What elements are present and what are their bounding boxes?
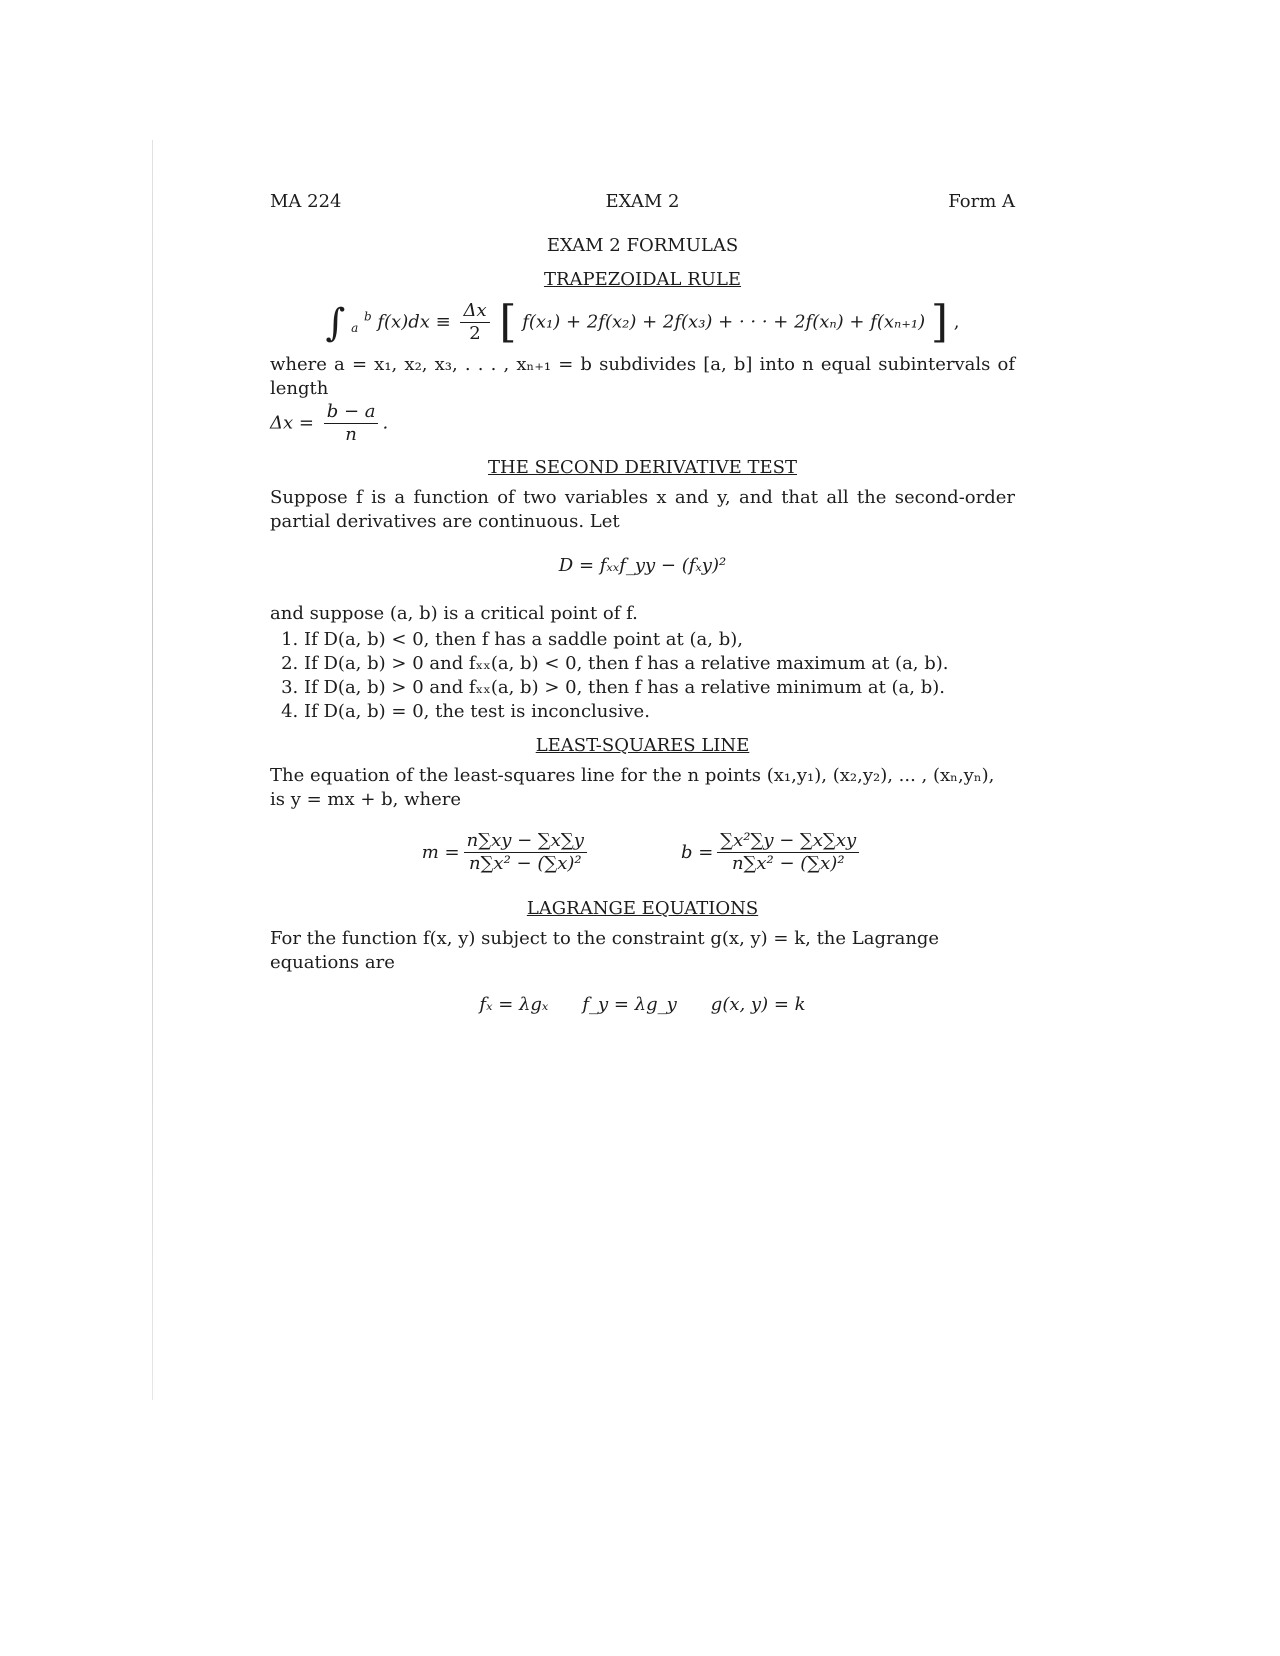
lagrange-heading: LAGRANGE EQUATIONS (526, 898, 759, 919)
intercept-lhs: b = (680, 841, 714, 863)
scan-edge-line (152, 140, 153, 1400)
formula-comma: , (953, 311, 960, 333)
delta-x-over-2 (460, 300, 489, 345)
intercept-denominator: n∑x² − (∑x)² (731, 853, 845, 874)
critical-point-text: and suppose (a, b) is a critical point of f. (270, 603, 638, 624)
form-label: Form A (948, 191, 1015, 212)
slope-fraction (464, 830, 587, 875)
left-bracket: [ (499, 296, 517, 348)
intercept-fraction (717, 830, 859, 875)
formula-sheet (270, 190, 1015, 1017)
slope-numerator: n∑xy − ∑x∑y (464, 830, 587, 853)
delta-x-fraction (324, 401, 379, 446)
page-title: EXAM 2 FORMULAS (546, 235, 739, 256)
delta-x-period: . (382, 412, 389, 434)
frac-numerator: Δx (460, 300, 489, 323)
trapezoidal-formula (270, 296, 1015, 348)
test-conditions-list (270, 628, 1015, 724)
second-derivative-intro: Suppose f is a function of two variables x and y, and that all the second-order partial derivatives are continuous. Let (270, 487, 1015, 532)
lagrange-equation: g(x, y) = k (710, 994, 806, 1015)
course-code: MA 224 (270, 191, 342, 212)
lagrange-equation: f_y = λg_y (582, 994, 677, 1015)
slope-lhs: m = (421, 841, 460, 863)
lagrange-equation: fₓ = λgₓ (479, 994, 549, 1015)
list-item: 4. If D(a, b) = 0, the test is inconclusive. (304, 700, 1015, 724)
integral-lower-limit: a (351, 321, 359, 336)
lagrange-intro: For the function f(x, y) subject to the constraint g(x, y) = k, the Lagrange equations are (270, 928, 940, 973)
trapezoidal-where: where a = x₁, x₂, x₃, . . . , xₙ₊₁ = b subdivides [a, b] into n equal subintervals of length (270, 354, 1015, 399)
delta-x-numerator: b − a (324, 401, 379, 424)
intercept-numerator: ∑x²∑y − ∑x∑xy (717, 830, 859, 853)
delta-x-definition (270, 401, 1015, 446)
least-squares-heading: LEAST-SQUARES LINE (535, 735, 750, 756)
integral-sign: ∫ (325, 300, 346, 345)
slope-denominator: n∑x² − (∑x)² (468, 853, 582, 874)
slope-formula (422, 830, 591, 875)
discriminant-formula: D = fₓₓf_yy − (fₓy)² (558, 555, 727, 576)
least-squares-formulas (270, 830, 1015, 875)
page-header (270, 190, 1015, 220)
integrand: f(x)dx ≡ (377, 311, 451, 333)
delta-x-lhs: Δx = (270, 412, 314, 434)
trapezoid-sum: f(x₁) + 2f(x₂) + 2f(x₃) + · · · + 2f(xₙ) + f(xₙ₊₁) (522, 311, 926, 333)
least-squares-intro: The equation of the least-squares line for the n points (x₁,y₁), (x₂,y₂), ... , (xₙ,yₙ), is y = mx + b, where (270, 765, 995, 810)
exam-name: EXAM 2 (605, 191, 680, 212)
frac-denominator: 2 (469, 323, 481, 344)
list-item: 3. If D(a, b) > 0 and fₓₓ(a, b) > 0, then f has a relative minimum at (a, b). (304, 676, 1015, 700)
delta-x-denominator: n (345, 424, 357, 445)
lagrange-equations (270, 993, 1015, 1017)
right-bracket: ] (930, 296, 948, 348)
integral-upper-limit: b (363, 309, 372, 324)
list-item: 1. If D(a, b) < 0, then f has a saddle point at (a, b), (304, 628, 1015, 652)
second-derivative-heading: THE SECOND DERIVATIVE TEST (488, 457, 797, 478)
list-item: 2. If D(a, b) > 0 and fₓₓ(a, b) < 0, then f has a relative maximum at (a, b). (304, 652, 1015, 676)
intercept-formula (681, 830, 863, 875)
trapezoidal-heading: TRAPEZOIDAL RULE (543, 269, 742, 290)
